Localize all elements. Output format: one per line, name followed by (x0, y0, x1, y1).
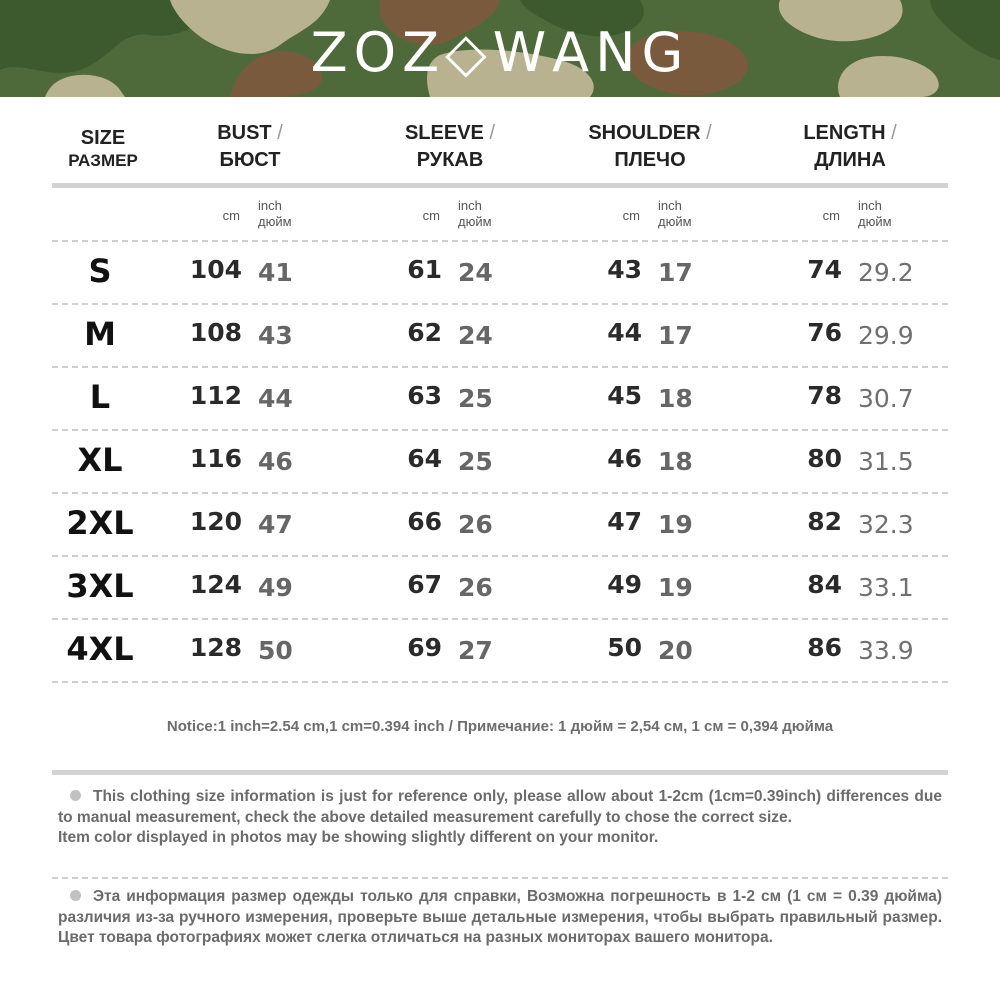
bullet-dot-icon (70, 790, 81, 801)
inch-value: 31.5 (858, 447, 914, 476)
row-divider (52, 240, 948, 242)
inch-value: 29.2 (858, 258, 914, 287)
cm-value: 80 (807, 444, 842, 473)
row-divider (52, 492, 948, 494)
inch-value: 33.1 (858, 573, 914, 602)
cm-value: 50 (607, 633, 642, 662)
brand-glyph: O (353, 20, 403, 84)
unit-cm-label: cm (822, 208, 840, 223)
header-ru: ДЛИНА (814, 149, 886, 171)
size-label: 2XL (66, 504, 134, 542)
row-divider (52, 681, 948, 683)
inch-value: 43 (258, 321, 293, 350)
size-label: 4XL (66, 630, 134, 668)
notice-divider (52, 770, 948, 775)
shoulder-column-header (570, 120, 730, 180)
inch-value: 30.7 (858, 384, 914, 413)
bullet-dot-icon (70, 890, 81, 901)
row-divider (52, 618, 948, 620)
cm-value: 44 (607, 318, 642, 347)
brand-logo (0, 22, 1000, 82)
size-header-en: SIZE (80, 127, 126, 149)
unit-inch-label: inch дюйм (458, 198, 492, 229)
cm-value: 82 (807, 507, 842, 536)
cm-value: 66 (407, 507, 442, 536)
inch-value: 32.3 (858, 510, 914, 539)
brand-glyph: W (492, 20, 553, 84)
cm-value: 124 (189, 570, 242, 599)
row-divider (52, 555, 948, 557)
size-label: XL (77, 441, 123, 479)
unit-cm-label: cm (622, 208, 640, 223)
inch-value: 19 (658, 510, 693, 539)
header-ru: РУКАВ (416, 149, 484, 171)
header-slash: / (277, 122, 283, 144)
cm-value: 112 (189, 381, 242, 410)
inch-value: 44 (258, 384, 293, 413)
cm-value: 128 (189, 633, 242, 662)
inch-value: 25 (458, 384, 493, 413)
cm-value: 120 (189, 507, 242, 536)
inch-value: 50 (258, 636, 293, 665)
sleeve-column-header (385, 120, 515, 180)
row-divider (52, 366, 948, 368)
header-divider (52, 183, 948, 188)
header-ru: БЮСТ (219, 149, 281, 171)
unit-inch-label: inch дюйм (858, 198, 892, 229)
inch-value: 24 (458, 258, 493, 287)
size-label: M (84, 315, 116, 353)
cm-value: 108 (189, 318, 242, 347)
cm-value: 86 (807, 633, 842, 662)
inch-value: 46 (258, 447, 293, 476)
conversion-notice: Notice:1 inch=2.54 cm,1 cm=0.394 inch / Примечание: 1 дюйм = 2,54 см, 1 см = 0,394 дюйма (166, 718, 834, 735)
cm-value: 47 (607, 507, 642, 536)
cm-value: 61 (407, 255, 442, 284)
cm-value: 74 (807, 255, 842, 284)
inch-value: 29.9 (858, 321, 914, 350)
brand-glyph: G (641, 20, 690, 84)
disclaimer-divider (52, 877, 948, 879)
inch-value: 17 (658, 258, 693, 287)
cm-value: 49 (607, 570, 642, 599)
header-en: SLEEVE (404, 122, 484, 144)
unit-cm-label: cm (422, 208, 440, 223)
cm-value: 64 (407, 444, 442, 473)
unit-inch-label: inch дюйм (658, 198, 692, 229)
size-label: S (88, 252, 112, 290)
cm-value: 45 (607, 381, 642, 410)
header-slash: / (489, 122, 496, 144)
cm-value: 76 (807, 318, 842, 347)
cm-value: 63 (407, 381, 442, 410)
header-slash: / (891, 122, 897, 144)
cm-value: 43 (607, 255, 642, 284)
header-en: LENGTH (803, 122, 886, 144)
header-banner (0, 0, 1000, 97)
inch-value: 49 (258, 573, 293, 602)
cm-value: 78 (807, 381, 842, 410)
size-label: L (89, 378, 111, 416)
row-divider (52, 429, 948, 431)
inch-value: 27 (458, 636, 493, 665)
unit-inch-label: inch дюйм (258, 198, 292, 229)
inch-value: 25 (458, 447, 493, 476)
inch-value: 47 (258, 510, 293, 539)
brand-glyph: N (595, 20, 642, 84)
disclaimer-ru-text: Эта информация размер одежды только для справки, Возможна погрешность в 1-2 см (1 см = 0.39 дюйма) различия из-за ручного измерения, проверьте выше детальные измерения, чтобы выбрать правильный размер. Цвет товара фотографиях может слегка отличаться на разных мониторах вашего монитора. (58, 888, 942, 946)
inch-value: 17 (658, 321, 693, 350)
brand-glyph: Z (402, 20, 446, 84)
brand-glyph: A (552, 20, 596, 84)
bust-column-header (190, 120, 310, 180)
disclaimer-russian (58, 887, 942, 949)
size-column-header (58, 126, 148, 186)
inch-value: 26 (458, 510, 493, 539)
inch-value: 20 (658, 636, 693, 665)
row-divider (52, 303, 948, 305)
brand-glyph-diamond: ◇ (445, 20, 493, 84)
disclaimer-en-text: This clothing size information is just for reference only, please allow about 1-2cm (1cm=0.39inch) differences due to manual measurement, check the above detailed measurement carefully to chose the correct size. (58, 788, 942, 826)
header-ru: ПЛЕЧО (614, 149, 686, 171)
inch-value: 26 (458, 573, 493, 602)
inch-value: 41 (258, 258, 293, 287)
size-label: 3XL (66, 567, 134, 605)
cm-value: 84 (807, 570, 842, 599)
brand-glyph: Z (310, 20, 354, 84)
disclaimer-en-color-note: Item color displayed in photos may be showing slightly different on your monitor. (58, 829, 659, 846)
cm-value: 46 (607, 444, 642, 473)
length-column-header (785, 120, 915, 180)
inch-value: 18 (658, 384, 693, 413)
header-en: BUST (217, 122, 272, 144)
inch-value: 24 (458, 321, 493, 350)
inch-value: 33.9 (858, 636, 914, 665)
cm-value: 62 (407, 318, 442, 347)
size-header-ru: РАЗМЕР (68, 151, 138, 170)
inch-value: 19 (658, 573, 693, 602)
header-en: SHOULDER (588, 122, 701, 144)
cm-value: 116 (189, 444, 242, 473)
inch-value: 18 (658, 447, 693, 476)
cm-value: 67 (407, 570, 442, 599)
cm-value: 69 (407, 633, 442, 662)
cm-value: 104 (189, 255, 242, 284)
header-slash: / (706, 122, 712, 144)
disclaimer-english (58, 787, 942, 849)
unit-cm-label: cm (222, 208, 240, 223)
